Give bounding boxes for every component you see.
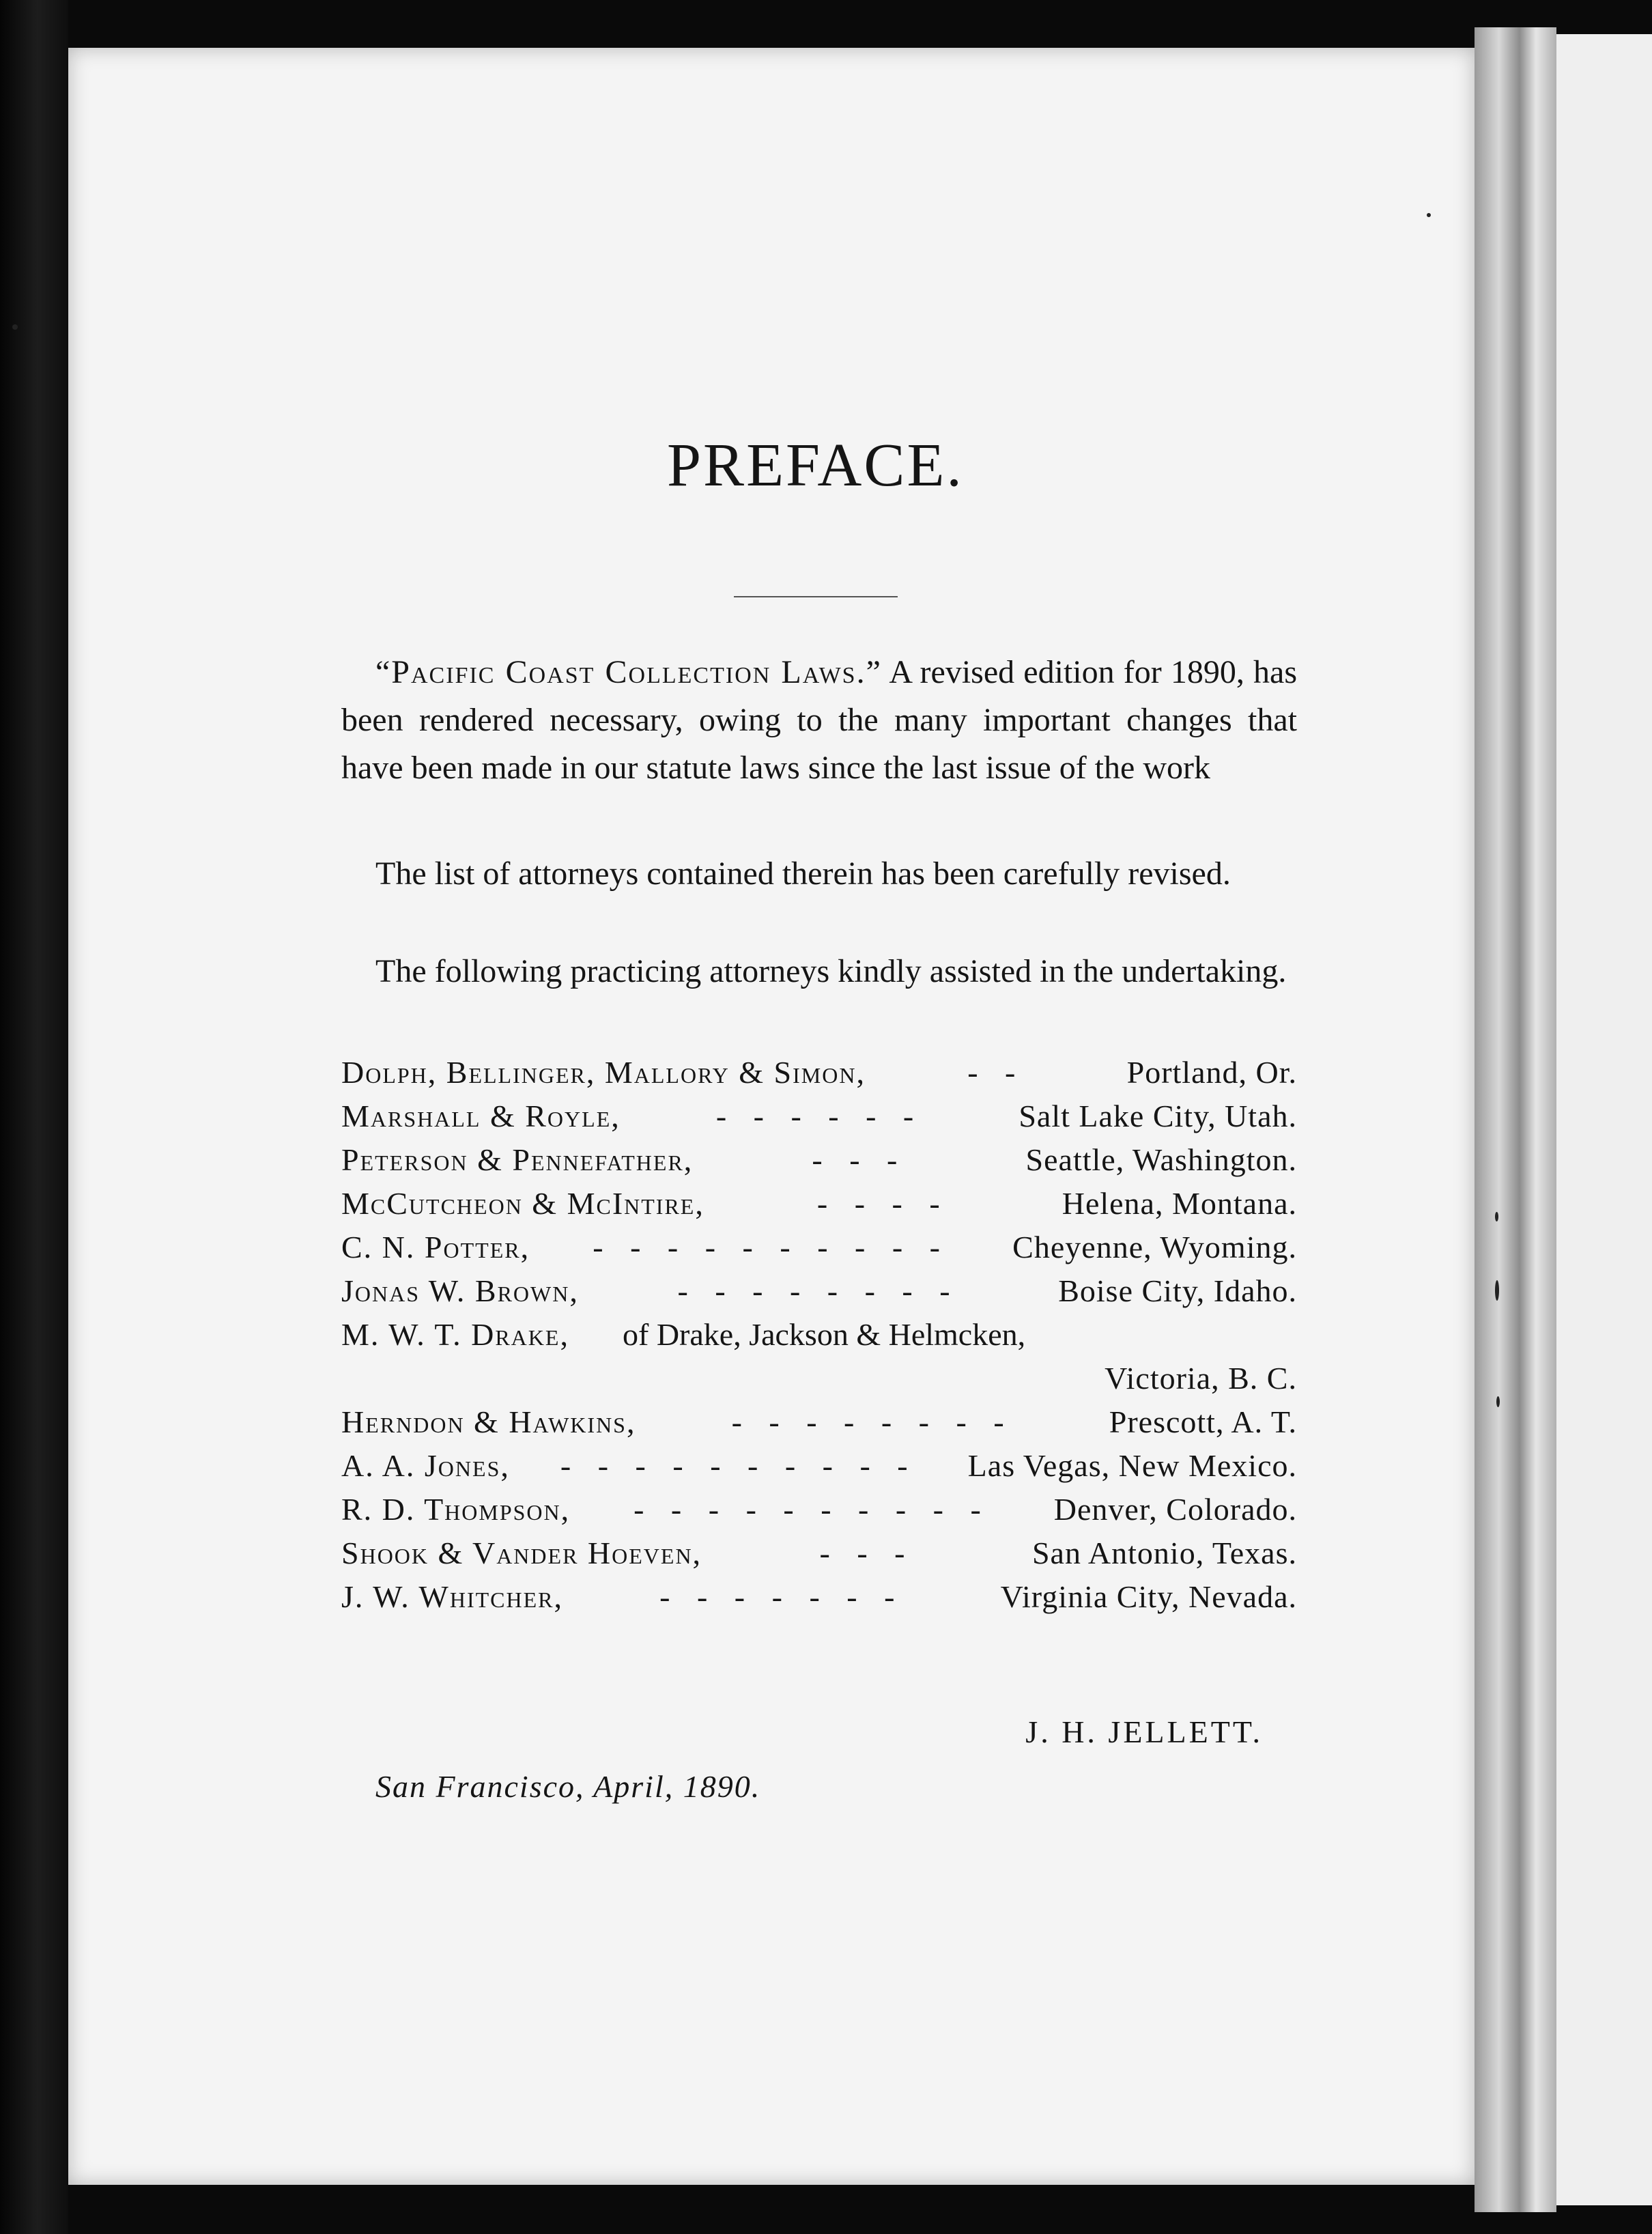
attorney-name: R. D. Thompson, <box>341 1492 571 1527</box>
document-page <box>68 48 1475 2185</box>
facing-page <box>1556 34 1652 2205</box>
scan-speck <box>1495 1212 1498 1221</box>
scan-speck <box>12 324 18 330</box>
intro-text: A revised edition for 1890, has been rendered necessary, owing to the many important changes that have been made in our statute laws since the last issue of the work <box>341 654 1297 786</box>
signature: J. H. JELLETT. <box>1025 1714 1263 1749</box>
leader-dashes: - - - - - - - - - - <box>560 1448 917 1483</box>
leader-dashes: - - - - - - - <box>659 1579 905 1614</box>
leader-dashes: - - <box>967 1055 1025 1090</box>
attorney-list-text: The list of attorneys contained therein has been carefully revised. <box>375 856 1231 892</box>
attorney-row <box>341 1531 1297 1576</box>
attorney-row <box>341 1574 1297 1620</box>
attorney-name: M. W. T. Drake, <box>341 1317 569 1352</box>
paragraph-acknowledgement <box>341 948 1297 995</box>
attorney-location: Virginia City, Nevada. <box>1000 1579 1297 1614</box>
leader-dashes: - - - <box>819 1536 915 1570</box>
leader-dashes: - - - <box>812 1142 907 1177</box>
title-rule <box>734 596 898 597</box>
attorney-row <box>341 1225 1297 1270</box>
attorney-name: J. W. Whitcher, <box>341 1579 564 1614</box>
leader-dashes: - - - - - - <box>715 1099 924 1133</box>
page-gutter <box>1475 27 1556 2212</box>
attorney-location: Seattle, Washington. <box>1025 1142 1297 1177</box>
attorney-row <box>341 1181 1297 1226</box>
attorney-name: Herndon & Hawkins, <box>341 1404 636 1439</box>
attorney-name: McCutcheon & McIntire, <box>341 1186 704 1221</box>
attorney-name: Marshall & Royle, <box>341 1099 621 1133</box>
leader-dashes: - - - - - - - - - - <box>593 1230 950 1264</box>
attorney-location: Boise City, Idaho. <box>1058 1273 1297 1308</box>
attorney-location: Las Vegas, New Mexico. <box>967 1448 1297 1483</box>
dateline: San Francisco, April, 1890. <box>375 1769 761 1804</box>
attorney-name: Jonas W. Brown, <box>341 1273 579 1308</box>
scan-speck <box>1496 1396 1500 1407</box>
attorney-row <box>341 1487 1297 1532</box>
attorney-firm: of Drake, Jackson & Helmcken, <box>623 1317 1026 1352</box>
attorney-row <box>341 1094 1297 1139</box>
attorney-name: Dolph, Bellinger, Mallory & Simon, <box>341 1055 866 1090</box>
attorney-location: Portland, Or. <box>1126 1055 1297 1090</box>
attorney-name: Shook & Vander Hoeven, <box>341 1536 702 1570</box>
attorney-location: Victoria, B. C. <box>1105 1361 1297 1396</box>
paragraph-attorney-list <box>341 850 1297 898</box>
book-title: “Pacific Coast Collection Laws.” <box>375 654 882 690</box>
scan-speck <box>1495 1280 1499 1301</box>
attorney-location: Denver, Colorado. <box>1053 1492 1297 1527</box>
leader-dashes: - - - - - - - - <box>677 1273 960 1308</box>
leader-dashes: - - - - <box>816 1186 950 1221</box>
attorney-location: Prescott, A. T. <box>1109 1404 1297 1439</box>
attorney-row <box>341 1269 1297 1314</box>
attorney-row <box>341 1312 1297 1357</box>
acknowledgement-text: The following practicing attorneys kindly assisted in the undertaking. <box>375 953 1287 989</box>
attorney-location: San Antonio, Texas. <box>1031 1536 1297 1570</box>
leader-dashes: - - - - - - - - <box>731 1404 1014 1439</box>
page-title: PREFACE. <box>667 432 964 499</box>
attorney-name: A. A. Jones, <box>341 1448 510 1483</box>
scan-speck <box>1427 213 1431 217</box>
attorney-row <box>341 1400 1297 1445</box>
attorney-row <box>341 1137 1297 1183</box>
attorney-row-continued <box>341 1356 1297 1401</box>
attorney-name: C. N. Potter, <box>341 1230 530 1264</box>
book-binding <box>0 0 68 2234</box>
paragraph-intro <box>341 649 1297 792</box>
attorney-row <box>341 1050 1297 1095</box>
attorney-location: Cheyenne, Wyoming. <box>1012 1230 1297 1264</box>
attorney-row <box>341 1443 1297 1488</box>
leader-dashes: - - - - - - - - - - <box>633 1492 991 1527</box>
attorney-location: Salt Lake City, Utah. <box>1019 1099 1297 1133</box>
attorney-location: Helena, Montana. <box>1062 1186 1297 1221</box>
attorney-name: Peterson & Pennefather, <box>341 1142 694 1177</box>
